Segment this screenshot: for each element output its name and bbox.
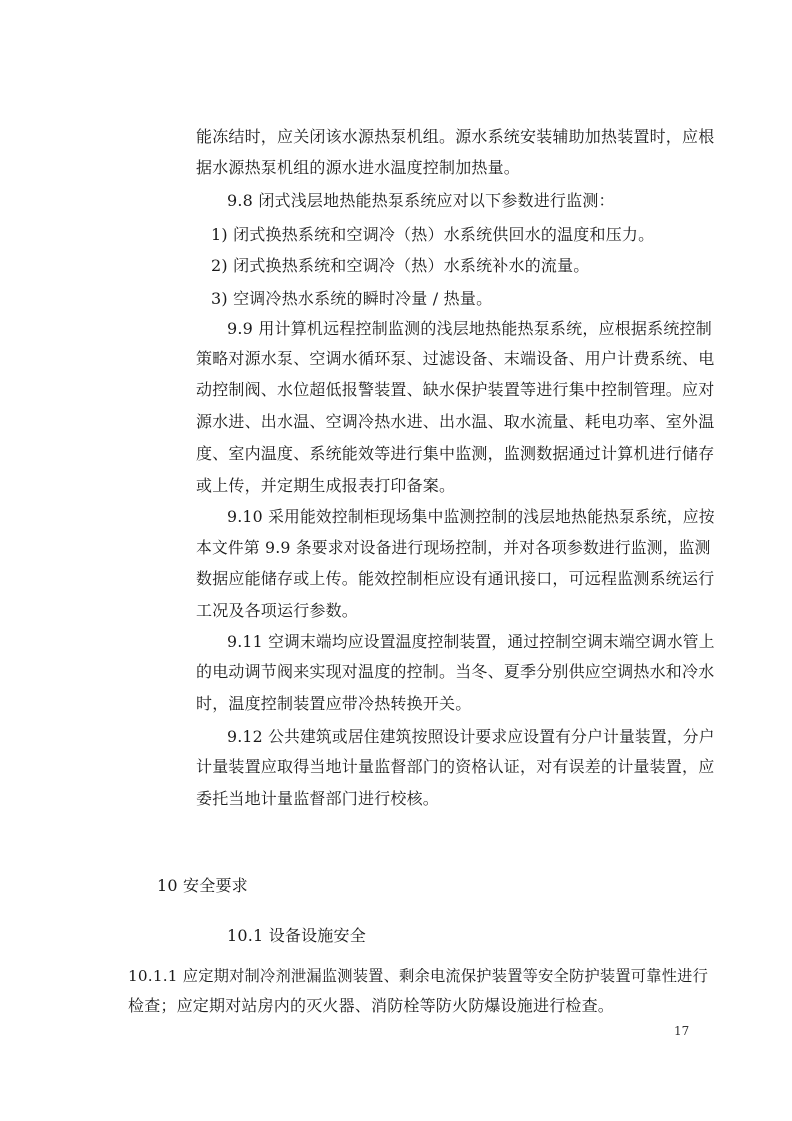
clause-9-8: 9.8 闭式浅层地热能热泵系统应对以下参数进行监测： (227, 191, 615, 210)
section-heading-10: 10 安全要求 (157, 876, 248, 895)
clause-9-10: 9.10 采用能效控制柜现场集中监测控制的浅层地热能热泵系统，应按 (227, 507, 715, 526)
text-line: 计量装置应取得当地计量监督部门的资格认证，对有误差的计量装置，应 (196, 757, 715, 776)
text-line: 源水进、出水温、空调冷热水进、出水温、取水流量、耗电功率、室外温 (196, 412, 715, 431)
text-line: 工况及各项运行参数。 (196, 601, 359, 620)
text-line: 本文件第 9.9 条要求对设备进行现场控制，并对各项参数进行监测，监测 (196, 538, 711, 557)
text-line: 时，温度控制装置应带冷热转换开关。 (196, 694, 472, 713)
text-line: 数据应能储存或上传。能效控制柜应设有通讯接口，可远程监测系统运行 (196, 569, 715, 588)
text-line: 检查；应定期对站房内的灭火器、消防栓等防火防爆设施进行检查。 (128, 996, 615, 1015)
clause-9-11: 9.11 空调末端均应设置温度控制装置，通过控制空调末端空调水管上 (227, 632, 715, 651)
text-line: 委托当地计量监督部门进行校核。 (196, 789, 440, 808)
text-line: 度、室内温度、系统能效等进行集中监测，监测数据通过计算机进行储存 (196, 444, 715, 463)
list-item-2: 2) 闭式换热系统和空调冷（热）水系统补水的流量。 (211, 256, 590, 275)
text-line: 动控制阀、水位超低报警装置、缺水保护装置等进行集中控制管理。应对 (196, 380, 715, 399)
list-item-1: 1) 闭式换热系统和空调冷（热）水系统供回水的温度和压力。 (211, 225, 655, 244)
text-line: 据水源热泵机组的源水进水温度控制加热量。 (196, 158, 521, 177)
text-line: 的电动调节阀来实现对温度的控制。当冬、夏季分别供应空调热水和冷水 (196, 662, 715, 681)
clause-9-12: 9.12 公共建筑或居住建筑按照设计要求应设置有分户计量装置，分户 (227, 727, 715, 746)
page-number: 17 (674, 1024, 690, 1038)
subsection-heading-10-1: 10.1 设备设施安全 (227, 926, 366, 945)
clause-10-1-1: 10.1.1 应定期对制冷剂泄漏监测装置、剩余电流保护装置等安全防护装置可靠性进行 (128, 967, 709, 985)
text-line: 或上传，并定期生成报表打印备案。 (196, 476, 456, 495)
clause-9-9: 9.9 用计算机远程控制监测的浅层地热能热泵系统，应根据系统控制 (227, 319, 712, 338)
text-line: 策略对源水泵、空调水循环泵、过滤设备、末端设备、用户计费系统、电 (196, 349, 715, 368)
text-line: 能冻结时，应关闭该水源热泵机组。源水系统安装辅助加热装置时，应根 (196, 127, 715, 146)
list-item-3: 3) 空调冷热水系统的瞬时冷量 / 热量。 (211, 289, 493, 308)
